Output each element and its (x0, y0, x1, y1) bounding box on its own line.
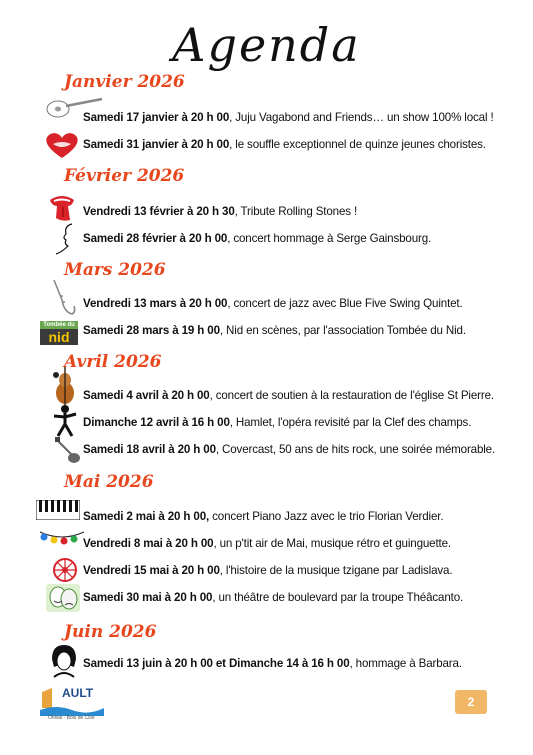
month-heading-mai: Mai 2026 (64, 472, 154, 492)
month-heading-juin: Juin 2026 (64, 622, 157, 642)
page-title: Agenda (172, 18, 361, 72)
event-row: Vendredi 8 mai à 20 h 00, un p'tit air de Mai, musique rétro et guinguette. (83, 537, 451, 550)
event-row: Vendredi 13 mars à 20 h 00, concert de jazz avec Blue Five Swing Quintet. (83, 297, 463, 310)
event-row: Samedi 2 mai à 20 h 00, concert Piano Jazz avec le trio Florian Verdier. (83, 510, 444, 523)
event-row: Samedi 17 janvier à 20 h 00, Juju Vagabond and Friends… un show 100% local ! (83, 111, 494, 124)
event-row: Dimanche 12 avril à 16 h 00, Hamlet, l'opéra revisité par la Clef des champs. (83, 416, 472, 429)
saxophone-icon (48, 278, 78, 320)
ault-logo: AULT Onival · Bois de Cise (40, 686, 106, 726)
event-row: Samedi 4 avril à 20 h 00, concert de soutien à la restauration de l'église St Pierre. (83, 389, 494, 402)
gainsbourg-profile-icon (52, 222, 82, 256)
barbara-portrait-icon (46, 643, 80, 679)
electric-guitar-icon (55, 436, 81, 466)
month-heading-avril: Avril 2026 (64, 352, 162, 372)
event-row: Vendredi 15 mai à 20 h 00, l'histoire de la musique tzigane par Ladislava. (83, 564, 453, 577)
event-row: Samedi 28 mars à 19 h 00, Nid en scènes, par l'association Tombée du Nid. (83, 324, 466, 337)
month-heading-fevrier: Février 2026 (64, 166, 185, 186)
month-heading-janvier: Janvier 2026 (64, 72, 185, 92)
theatre-masks-icon (46, 584, 80, 612)
romani-wheel-icon (52, 557, 78, 583)
event-row: Samedi 28 février à 20 h 00, concert hommage à Serge Gainsbourg. (83, 232, 432, 245)
piano-keys-icon (36, 500, 80, 520)
event-row: Samedi 18 avril à 20 h 00, Covercast, 50 ans de hits rock, une soirée mémorable. (83, 443, 496, 456)
event-row: Samedi 30 mai à 20 h 00, un théâtre de boulevard par la troupe Théâcanto. (83, 591, 464, 604)
lips-heart-icon (43, 130, 81, 160)
event-row: Samedi 13 juin à 20 h 00 et Dimanche 14 à 16 h 00, hommage à Barbara. (83, 657, 462, 670)
rolling-stones-tongue-icon (48, 192, 76, 222)
page-number: 2 (455, 690, 487, 714)
event-row: Vendredi 13 février à 20 h 30, Tribute Rolling Stones ! (83, 205, 358, 218)
cello-icon (50, 367, 80, 407)
tombee-du-nid-logo: Tombée du nid (40, 321, 78, 345)
event-row: Samedi 31 janvier à 20 h 00, le souffle exceptionnel de quinze jeunes choristes. (83, 138, 486, 151)
opera-singer-icon (52, 404, 78, 438)
string-lights-icon (38, 528, 86, 550)
month-heading-mars: Mars 2026 (64, 260, 166, 280)
